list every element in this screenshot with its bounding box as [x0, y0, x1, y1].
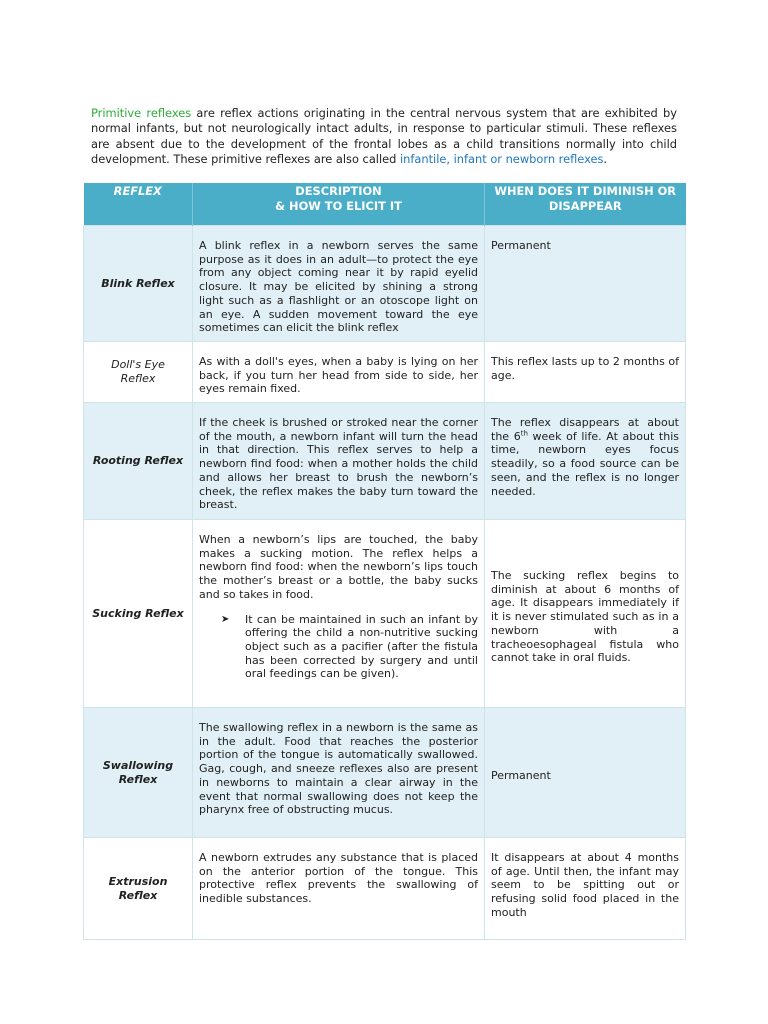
reflex-description: A blink reflex in a newborn serves the same purpose as it does in an adult—to protect the eye from any object coming near it by rapid eyelid closure. It may be elicited by shining a strong light such as a flashlight or an otoscope light on an eye. A sudden movement toward the eye sometimes can elicit the blink reflex	[193, 226, 485, 342]
arrow-bullet-icon: ➤	[221, 613, 230, 625]
ordinal-suffix: th	[520, 429, 528, 438]
bullet-text: It can be maintained in such an infant by offering the child a non-nutritive sucking object such as a pacifier (after the fistula has been corrected by surgery and until oral feedings can be given).	[245, 612, 478, 681]
reflex-when: This reflex lasts up to 2 months of age.	[485, 341, 686, 402]
table-header-row	[84, 183, 686, 226]
table-row	[84, 403, 686, 520]
reflex-when: Permanent	[485, 708, 686, 838]
reflex-when	[485, 403, 686, 520]
reflex-name: Swallowing Reflex	[84, 708, 193, 838]
table-row	[84, 341, 686, 402]
table-row	[84, 838, 686, 940]
intro-text: are reflex actions originating in the central nervous system that are exhibited by normal infants, but not neurologically intact adults, in response to particular stimuli. These reflexes are absent due to the development of the frontal lobes as a child transitions normally into child development. These primitive reflexes are also called	[91, 106, 677, 166]
reflex-description: A newborn extrudes any substance that is placed on the anterior portion of the tongue. This protective reflex prevents the swallowing of inedible substances.	[193, 838, 485, 940]
header-when: WHEN DOES IT DIMINISH OR DISAPPEAR	[485, 183, 686, 226]
intro-paragraph	[91, 106, 677, 167]
description-bullet-list	[199, 613, 478, 682]
header-reflex: REFLEX	[84, 183, 193, 226]
table-row	[84, 708, 686, 838]
reflex-name: Extrusion Reflex	[84, 838, 193, 940]
reflex-when-before: The reflex disappears at about the 6	[491, 416, 679, 443]
reflex-when: It disappears at about 4 months of age. Until then, the infant may seem to be spitting out or refusing solid food placed in the mouth	[485, 838, 686, 940]
reflex-aliases-term: infantile, infant or newborn reflexes	[400, 151, 604, 166]
reflex-when: The sucking reflex begins to diminish at about 6 months of age. It disappears immediately if it is never stimulated such as in a newborn with a tracheoesophageal fistula who cannot take in oral fluids.	[485, 520, 686, 708]
reflex-name: Blink Reflex	[84, 226, 193, 342]
reflex-table	[83, 183, 686, 940]
reflex-name: Sucking Reflex	[84, 520, 193, 708]
list-item	[199, 613, 478, 682]
reflex-when: Permanent	[485, 226, 686, 342]
header-description-line2: & HOW TO ELICIT IT	[275, 198, 402, 213]
reflex-description: The swallowing reflex in a newborn is the same as in the adult. Food that reaches the posterior portion of the tongue is automatically swallowed. Gag, cough, and sneeze reflexes also are present in newborns to maintain a clear airway in the event that normal swallowing does not keep the pharynx free of obstructing mucus.	[193, 708, 485, 838]
reflex-when-after: week of life. At about this time, newborn eyes focus steadily, so a food source can be seen, and the reflex is no longer needed.	[491, 429, 679, 498]
header-description-line1: DESCRIPTION	[295, 184, 382, 198]
table-row	[84, 226, 686, 342]
reflex-name: Rooting Reflex	[84, 403, 193, 520]
primitive-reflexes-term: Primitive reflexes	[91, 106, 192, 120]
reflex-description: As with a doll's eyes, when a baby is lying on her back, if you turn her head from side to side, her eyes remain fixed.	[193, 341, 485, 402]
reflex-name: Doll's Eye Reflex	[84, 341, 193, 402]
table-row	[84, 520, 686, 708]
reflex-description	[193, 520, 485, 708]
header-description	[193, 183, 485, 226]
intro-period: .	[603, 151, 608, 166]
reflex-description-text: When a newborn’s lips are touched, the baby makes a sucking motion. The reflex helps a newborn find food: when the newborn’s lips touch the mother’s breast or a bottle, the baby sucks and so takes in food.	[199, 533, 478, 601]
reflex-description: If the cheek is brushed or stroked near the corner of the mouth, a newborn infant will turn the head in that direction. This reflex serves to help a newborn find food: when a mother holds the child and allows her breast to brush the newborn’s cheek, the reflex makes the baby turn toward the breast.	[193, 403, 485, 520]
